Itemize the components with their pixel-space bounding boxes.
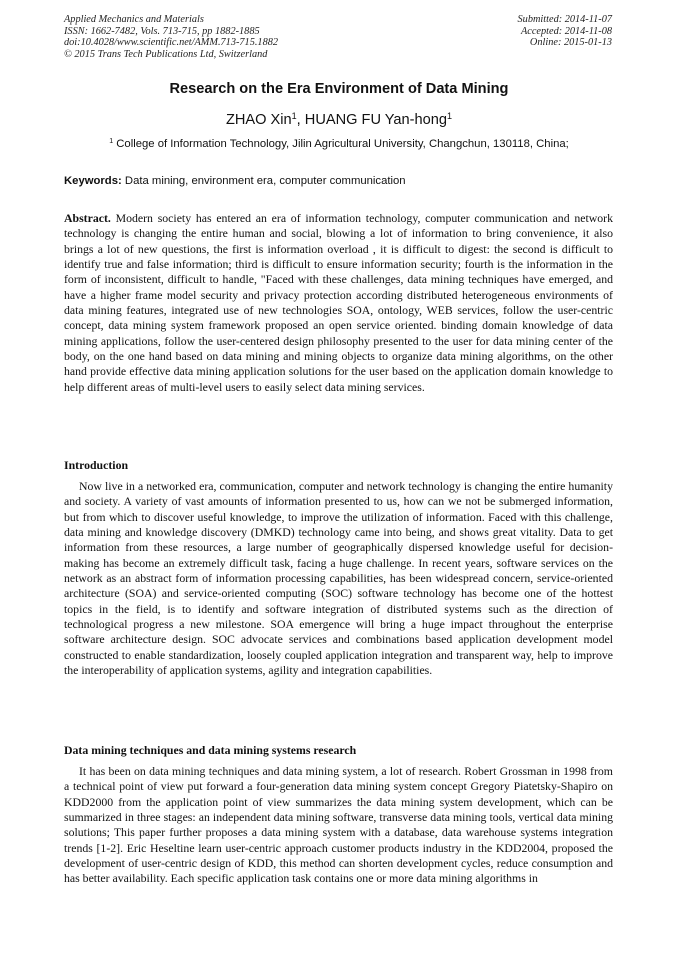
author-separator: , (296, 112, 305, 128)
copyright-line: © 2015 Trans Tech Publications Ltd, Switzerland (64, 48, 268, 60)
section-paragraph: It has been on data mining techniques and data mining system, a lot of research. Robert Grossman in 1998 from a technical point of view put forward a four-generation data mining system concept Gregory Piatetsky-Shapiro on KDD2000 from the application point of view summarizes the data mining system development, which can be summarized in three stages: an independent data mining software, transverse data mining tools, vertical data mining solutions; This paper further proposes a data mining system with a database, data warehouse systems integration trends [1-2]. Eric Heseltine learn user-centric approach customer products industry in the KDD2004, proposed the development of user-centric design of KDD, this method can shorten development cycles, reduce consumption and has better availability. Each specific application task contains one or more data mining algorithms in (64, 764, 613, 886)
affiliation-text: College of Information Technology, Jilin Agricultural University, Changchun, 130118, China; (113, 138, 569, 150)
affiliation-mark: 1 (109, 138, 114, 146)
data-mining-research-section (64, 743, 613, 887)
submitted-date: Submitted: 2014-11-07 (517, 14, 612, 25)
abstract-section (64, 211, 613, 395)
paper-title: Research on the Era Environment of Data Mining (169, 81, 509, 97)
author-name: ZHAO Xin (225, 112, 292, 128)
author-line (0, 112, 678, 128)
section-paragraph: Now live in a networked era, communication, computer and network technology is changing the entire humanity and society. A variety of vast amounts of information presented to us, how can we not be submerged information, but from which to discover useful knowledge, to improve the utilization of information. Faced with this challenge, data mining and knowledge discovery (DMKD) technology came into being, and shows great vitality. Data to get information from these resources, a large number of geographically dispersed knowledge useful for decision-making has become an extremely difficult task, facing a huge challenge. In recent years, software services on the network as an abstract form of information processing capabilities, has been widespread concern, service-oriented architecture (SOA) and service-oriented computing (SOC) software technology has become one of the hottest topics in the field, is to identify and software integration of distributed systems such as the direction of technological progress a new milestone. SOA emergence will bring a huge impact throughout the enterprise software architecture design. SOC advocate services and combinations based application development model constructed to enable standardization, loosely coupled application integration and transparent way, help to improve the interoperability of application systems, agility and integration capabilities. (64, 479, 613, 678)
journal-name: Applied Mechanics and Materials (64, 14, 204, 25)
doi-line[interactable]: doi:10.4028/www.scientific.net/AMM.713-715.1882 (64, 37, 279, 49)
author-name: HUANG FU Yan-hong (304, 112, 447, 128)
abstract-paragraph (64, 211, 613, 395)
accepted-date: Accepted: 2014-11-08 (520, 25, 612, 37)
submission-dates (518, 14, 612, 49)
section-heading: Data mining techniques and data mining systems research (64, 743, 357, 757)
keywords-label: Keywords: (64, 175, 122, 187)
abstract-text: Modern society has entered an era of information technology, computer communication and network technology is changing the entire human and social, blowing a lot of information to bring convenience, it also brings a lot of new questions, the first is information overload , it is difficult to digest: the second is difficult to identify true and false information; third is difficult to ensure information security; fourth is the information in the form of inconsistent, difficult to handle, "Faced with these challenges, data mining techniques have emerged, and have a higher frame model security and privacy protection according distributed heterogeneous environments of data mining features, integrated use of new technologies SOA, ontology, WEB services, follow the user-centric concept, data mining system framework proposed an open service oriented. binding domain knowledge of data mining applications, follow the user-centered design philosophy presented to the user for data mining center of the body, on the one hand based on data mining and mining objects to organize data mining algorithms, on the other hand provide effective data mining application solutions for the user based on the application domain knowledge to help different areas of multi-level users to easily select data mining services. (64, 211, 613, 394)
keywords-text: Data mining, environment era, computer communication (121, 175, 406, 187)
keywords (64, 175, 614, 187)
author-affil-mark: 1 (291, 111, 297, 122)
issn-line: ISSN: 1662-7482, Vols. 713-715, pp 1882-1885 (64, 25, 260, 37)
affiliation (0, 138, 678, 150)
section-heading: Introduction (64, 458, 129, 472)
journal-info (64, 14, 278, 60)
introduction-section (64, 458, 613, 678)
online-date: Online: 2015-01-13 (529, 37, 612, 49)
author-affil-mark: 1 (447, 111, 453, 122)
abstract-label: Abstract. (64, 211, 111, 225)
